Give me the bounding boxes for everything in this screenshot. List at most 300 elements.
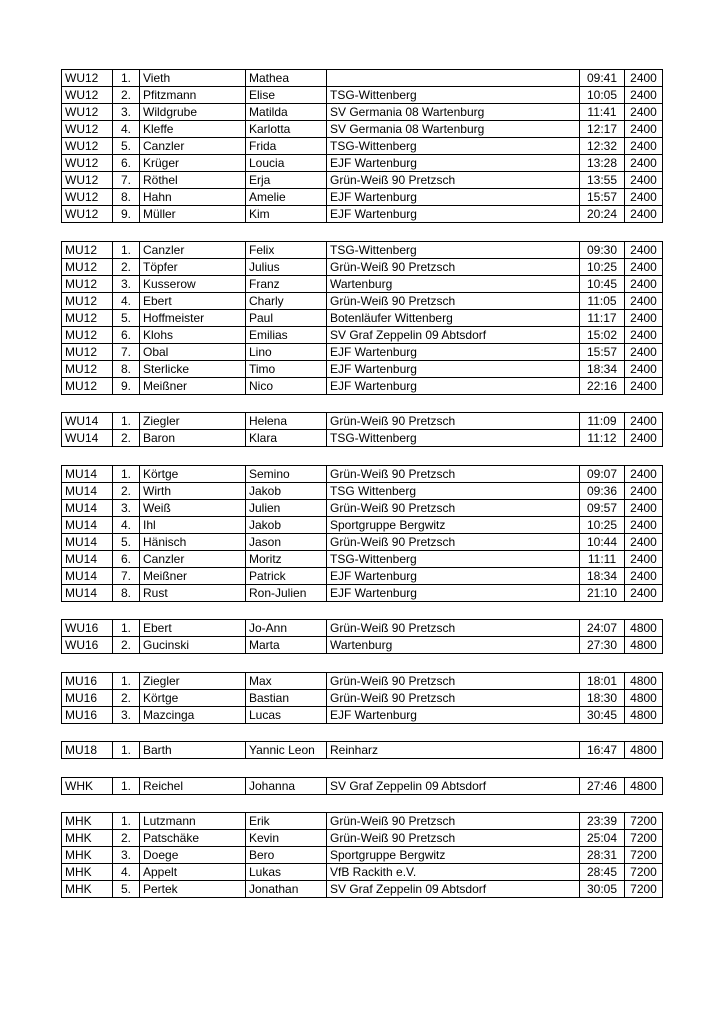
- table-row: [62, 584, 663, 601]
- distance-cell: 2400: [625, 309, 663, 326]
- distance-cell: 2400: [625, 465, 663, 482]
- table-row: [62, 533, 663, 550]
- time-cell: 30:05: [580, 881, 625, 898]
- time-cell: 25:04: [580, 830, 625, 847]
- distance-cell: 2400: [625, 516, 663, 533]
- last-name-cell: Lutzmann: [140, 813, 246, 830]
- results-table: [61, 741, 663, 759]
- time-cell: 13:55: [580, 172, 625, 189]
- last-name-cell: Wirth: [140, 482, 246, 499]
- rank-cell: 3.: [113, 847, 140, 864]
- rank-cell: 7.: [113, 343, 140, 360]
- time-cell: 11:05: [580, 292, 625, 309]
- distance-cell: 2400: [625, 70, 663, 87]
- last-name-cell: Töpfer: [140, 258, 246, 275]
- category-cell: WU12: [62, 206, 113, 223]
- distance-cell: 2400: [625, 533, 663, 550]
- table-row: [62, 830, 663, 847]
- club-cell: Grün-Weiß 90 Pretzsch: [327, 620, 580, 637]
- category-cell: MU12: [62, 241, 113, 258]
- last-name-cell: Vieth: [140, 70, 246, 87]
- rank-cell: 3.: [113, 275, 140, 292]
- first-name-cell: Kim: [246, 206, 327, 223]
- distance-cell: 2400: [625, 584, 663, 601]
- category-cell: MU14: [62, 584, 113, 601]
- rank-cell: 2.: [113, 689, 140, 706]
- club-cell: TSG Wittenberg: [327, 482, 580, 499]
- results-table: [61, 69, 663, 223]
- time-cell: 18:34: [580, 567, 625, 584]
- club-cell: Sportgruppe Bergwitz: [327, 847, 580, 864]
- table-row: [62, 637, 663, 654]
- table-row: [62, 881, 663, 898]
- last-name-cell: Appelt: [140, 864, 246, 881]
- first-name-cell: Elise: [246, 87, 327, 104]
- category-cell: MU12: [62, 258, 113, 275]
- results-table: [61, 777, 663, 795]
- table-row: [62, 672, 663, 689]
- last-name-cell: Ebert: [140, 620, 246, 637]
- club-cell: SV Germania 08 Wartenburg: [327, 104, 580, 121]
- rank-cell: 4.: [113, 864, 140, 881]
- rank-cell: 1.: [113, 465, 140, 482]
- club-cell: EJF Wartenburg: [327, 377, 580, 394]
- table-row: [62, 326, 663, 343]
- distance-cell: 7200: [625, 881, 663, 898]
- rank-cell: 5.: [113, 533, 140, 550]
- distance-cell: 2400: [625, 275, 663, 292]
- last-name-cell: Ziegler: [140, 413, 246, 430]
- club-cell: Sportgruppe Bergwitz: [327, 516, 580, 533]
- last-name-cell: Hahn: [140, 189, 246, 206]
- last-name-cell: Obal: [140, 343, 246, 360]
- results-document: [61, 69, 662, 916]
- first-name-cell: Paul: [246, 309, 327, 326]
- first-name-cell: Yannic Leon: [246, 742, 327, 759]
- category-cell: MU12: [62, 326, 113, 343]
- rank-cell: 2.: [113, 830, 140, 847]
- last-name-cell: Hänisch: [140, 533, 246, 550]
- time-cell: 10:45: [580, 275, 625, 292]
- first-name-cell: Bero: [246, 847, 327, 864]
- first-name-cell: Franz: [246, 275, 327, 292]
- distance-cell: 2400: [625, 206, 663, 223]
- time-cell: 11:11: [580, 550, 625, 567]
- last-name-cell: Canzler: [140, 241, 246, 258]
- club-cell: TSG-Wittenberg: [327, 241, 580, 258]
- rank-cell: 4.: [113, 516, 140, 533]
- last-name-cell: Röthel: [140, 172, 246, 189]
- table-row: [62, 777, 663, 794]
- category-cell: WU12: [62, 155, 113, 172]
- distance-cell: 2400: [625, 377, 663, 394]
- rank-cell: 1.: [113, 672, 140, 689]
- first-name-cell: Amelie: [246, 189, 327, 206]
- last-name-cell: Weiß: [140, 499, 246, 516]
- category-cell: MU12: [62, 275, 113, 292]
- table-row: [62, 87, 663, 104]
- club-cell: Grün-Weiß 90 Pretzsch: [327, 172, 580, 189]
- club-cell: EJF Wartenburg: [327, 343, 580, 360]
- last-name-cell: Pfitzmann: [140, 87, 246, 104]
- first-name-cell: Lino: [246, 343, 327, 360]
- last-name-cell: Krüger: [140, 155, 246, 172]
- rank-cell: 7.: [113, 567, 140, 584]
- category-cell: MHK: [62, 813, 113, 830]
- first-name-cell: Erja: [246, 172, 327, 189]
- time-cell: 10:25: [580, 258, 625, 275]
- last-name-cell: Kleffe: [140, 121, 246, 138]
- category-cell: WU12: [62, 104, 113, 121]
- last-name-cell: Reichel: [140, 777, 246, 794]
- table-row: [62, 104, 663, 121]
- first-name-cell: Erik: [246, 813, 327, 830]
- category-cell: MU18: [62, 742, 113, 759]
- distance-cell: 2400: [625, 155, 663, 172]
- club-cell: EJF Wartenburg: [327, 706, 580, 723]
- time-cell: 16:47: [580, 742, 625, 759]
- time-cell: 09:07: [580, 465, 625, 482]
- results-table: [61, 241, 663, 395]
- club-cell: SV Germania 08 Wartenburg: [327, 121, 580, 138]
- distance-cell: 2400: [625, 138, 663, 155]
- last-name-cell: Ihl: [140, 516, 246, 533]
- last-name-cell: Patschäke: [140, 830, 246, 847]
- first-name-cell: Lukas: [246, 864, 327, 881]
- table-row: [62, 121, 663, 138]
- table-row: [62, 138, 663, 155]
- first-name-cell: Jakob: [246, 516, 327, 533]
- rank-cell: 2.: [113, 87, 140, 104]
- club-cell: SV Graf Zeppelin 09 Abtsdorf: [327, 777, 580, 794]
- first-name-cell: Ron-Julien: [246, 584, 327, 601]
- last-name-cell: Pertek: [140, 881, 246, 898]
- table-row: [62, 742, 663, 759]
- first-name-cell: Jo-Ann: [246, 620, 327, 637]
- distance-cell: 4800: [625, 777, 663, 794]
- rank-cell: 8.: [113, 360, 140, 377]
- table-row: [62, 516, 663, 533]
- table-row: [62, 70, 663, 87]
- first-name-cell: Helena: [246, 413, 327, 430]
- club-cell: EJF Wartenburg: [327, 360, 580, 377]
- club-cell: EJF Wartenburg: [327, 206, 580, 223]
- distance-cell: 4800: [625, 637, 663, 654]
- results-table: [61, 812, 663, 898]
- distance-cell: 2400: [625, 87, 663, 104]
- table-row: [62, 813, 663, 830]
- rank-cell: 1.: [113, 742, 140, 759]
- time-cell: 09:30: [580, 241, 625, 258]
- time-cell: 10:44: [580, 533, 625, 550]
- rank-cell: 6.: [113, 326, 140, 343]
- club-cell: Grün-Weiß 90 Pretzsch: [327, 292, 580, 309]
- first-name-cell: Moritz: [246, 550, 327, 567]
- time-cell: 18:34: [580, 360, 625, 377]
- table-row: [62, 620, 663, 637]
- last-name-cell: Rust: [140, 584, 246, 601]
- category-cell: WU14: [62, 413, 113, 430]
- table-row: [62, 241, 663, 258]
- time-cell: 30:45: [580, 706, 625, 723]
- club-cell: SV Graf Zeppelin 09 Abtsdorf: [327, 881, 580, 898]
- category-cell: MU14: [62, 550, 113, 567]
- rank-cell: 5.: [113, 881, 140, 898]
- category-cell: MU14: [62, 465, 113, 482]
- time-cell: 18:30: [580, 689, 625, 706]
- category-cell: MU14: [62, 533, 113, 550]
- rank-cell: 1.: [113, 777, 140, 794]
- rank-cell: 3.: [113, 499, 140, 516]
- first-name-cell: Nico: [246, 377, 327, 394]
- first-name-cell: Loucia: [246, 155, 327, 172]
- rank-cell: 8.: [113, 189, 140, 206]
- rank-cell: 6.: [113, 550, 140, 567]
- time-cell: 18:01: [580, 672, 625, 689]
- time-cell: 11:12: [580, 430, 625, 447]
- last-name-cell: Meißner: [140, 377, 246, 394]
- category-cell: MU14: [62, 499, 113, 516]
- category-cell: MHK: [62, 881, 113, 898]
- first-name-cell: Klara: [246, 430, 327, 447]
- distance-cell: 2400: [625, 189, 663, 206]
- club-cell: Grün-Weiß 90 Pretzsch: [327, 533, 580, 550]
- distance-cell: 7200: [625, 847, 663, 864]
- category-cell: MU12: [62, 377, 113, 394]
- category-cell: MU14: [62, 482, 113, 499]
- rank-cell: 4.: [113, 292, 140, 309]
- club-cell: Grün-Weiß 90 Pretzsch: [327, 413, 580, 430]
- time-cell: 15:57: [580, 189, 625, 206]
- distance-cell: 2400: [625, 482, 663, 499]
- distance-cell: 2400: [625, 499, 663, 516]
- rank-cell: 9.: [113, 206, 140, 223]
- distance-cell: 2400: [625, 326, 663, 343]
- category-cell: WU12: [62, 138, 113, 155]
- table-row: [62, 465, 663, 482]
- table-row: [62, 189, 663, 206]
- club-cell: Grün-Weiß 90 Pretzsch: [327, 672, 580, 689]
- first-name-cell: Kevin: [246, 830, 327, 847]
- rank-cell: 1.: [113, 813, 140, 830]
- distance-cell: 2400: [625, 121, 663, 138]
- club-cell: VfB Rackith e.V.: [327, 864, 580, 881]
- first-name-cell: Patrick: [246, 567, 327, 584]
- club-cell: Grün-Weiß 90 Pretzsch: [327, 465, 580, 482]
- table-row: [62, 172, 663, 189]
- first-name-cell: Jason: [246, 533, 327, 550]
- category-cell: WU12: [62, 172, 113, 189]
- rank-cell: 2.: [113, 482, 140, 499]
- time-cell: 11:17: [580, 309, 625, 326]
- category-cell: WU12: [62, 70, 113, 87]
- distance-cell: 2400: [625, 430, 663, 447]
- table-row: [62, 206, 663, 223]
- first-name-cell: Mathea: [246, 70, 327, 87]
- last-name-cell: Körtge: [140, 689, 246, 706]
- last-name-cell: Canzler: [140, 550, 246, 567]
- category-cell: MU12: [62, 360, 113, 377]
- club-cell: TSG-Wittenberg: [327, 550, 580, 567]
- club-cell: SV Graf Zeppelin 09 Abtsdorf: [327, 326, 580, 343]
- category-cell: MU12: [62, 343, 113, 360]
- time-cell: 11:41: [580, 104, 625, 121]
- last-name-cell: Doege: [140, 847, 246, 864]
- club-cell: TSG-Wittenberg: [327, 87, 580, 104]
- category-cell: WU14: [62, 430, 113, 447]
- distance-cell: 2400: [625, 343, 663, 360]
- club-cell: Grün-Weiß 90 Pretzsch: [327, 830, 580, 847]
- category-cell: MU16: [62, 689, 113, 706]
- time-cell: 20:24: [580, 206, 625, 223]
- club-cell: Botenläufer Wittenberg: [327, 309, 580, 326]
- last-name-cell: Sterlicke: [140, 360, 246, 377]
- time-cell: 27:30: [580, 637, 625, 654]
- category-cell: MHK: [62, 830, 113, 847]
- table-row: [62, 689, 663, 706]
- time-cell: 15:02: [580, 326, 625, 343]
- last-name-cell: Ebert: [140, 292, 246, 309]
- last-name-cell: Mazcinga: [140, 706, 246, 723]
- category-cell: WU12: [62, 87, 113, 104]
- rank-cell: 6.: [113, 155, 140, 172]
- distance-cell: 2400: [625, 360, 663, 377]
- last-name-cell: Hoffmeister: [140, 309, 246, 326]
- last-name-cell: Kusserow: [140, 275, 246, 292]
- time-cell: 12:32: [580, 138, 625, 155]
- first-name-cell: Jakob: [246, 482, 327, 499]
- table-row: [62, 377, 663, 394]
- distance-cell: 2400: [625, 567, 663, 584]
- time-cell: 27:46: [580, 777, 625, 794]
- table-row: [62, 567, 663, 584]
- table-row: [62, 275, 663, 292]
- first-name-cell: Karlotta: [246, 121, 327, 138]
- table-row: [62, 482, 663, 499]
- category-cell: WU12: [62, 121, 113, 138]
- first-name-cell: Lucas: [246, 706, 327, 723]
- distance-cell: 2400: [625, 258, 663, 275]
- time-cell: 09:41: [580, 70, 625, 87]
- rank-cell: 2.: [113, 637, 140, 654]
- distance-cell: 2400: [625, 413, 663, 430]
- distance-cell: 7200: [625, 864, 663, 881]
- distance-cell: 2400: [625, 550, 663, 567]
- rank-cell: 9.: [113, 377, 140, 394]
- category-cell: MU14: [62, 567, 113, 584]
- table-row: [62, 864, 663, 881]
- club-cell: EJF Wartenburg: [327, 567, 580, 584]
- club-cell: EJF Wartenburg: [327, 584, 580, 601]
- table-row: [62, 343, 663, 360]
- category-cell: WU16: [62, 620, 113, 637]
- time-cell: 13:28: [580, 155, 625, 172]
- distance-cell: 4800: [625, 672, 663, 689]
- table-row: [62, 155, 663, 172]
- club-cell: Grün-Weiß 90 Pretzsch: [327, 813, 580, 830]
- rank-cell: 8.: [113, 584, 140, 601]
- club-cell: Grün-Weiß 90 Pretzsch: [327, 499, 580, 516]
- last-name-cell: Müller: [140, 206, 246, 223]
- distance-cell: 2400: [625, 241, 663, 258]
- first-name-cell: Matilda: [246, 104, 327, 121]
- rank-cell: 3.: [113, 706, 140, 723]
- distance-cell: 7200: [625, 830, 663, 847]
- table-row: [62, 258, 663, 275]
- rank-cell: 7.: [113, 172, 140, 189]
- category-cell: MHK: [62, 864, 113, 881]
- time-cell: 11:09: [580, 413, 625, 430]
- category-cell: MU14: [62, 516, 113, 533]
- time-cell: 28:45: [580, 864, 625, 881]
- last-name-cell: Canzler: [140, 138, 246, 155]
- table-row: [62, 550, 663, 567]
- club-cell: Grün-Weiß 90 Pretzsch: [327, 258, 580, 275]
- time-cell: 09:36: [580, 482, 625, 499]
- table-row: [62, 430, 663, 447]
- time-cell: 28:31: [580, 847, 625, 864]
- last-name-cell: Klohs: [140, 326, 246, 343]
- distance-cell: 4800: [625, 706, 663, 723]
- table-row: [62, 309, 663, 326]
- rank-cell: 1.: [113, 70, 140, 87]
- category-cell: WU12: [62, 189, 113, 206]
- first-name-cell: Charly: [246, 292, 327, 309]
- rank-cell: 2.: [113, 258, 140, 275]
- club-cell: [327, 70, 580, 87]
- rank-cell: 5.: [113, 309, 140, 326]
- time-cell: 10:25: [580, 516, 625, 533]
- table-row: [62, 292, 663, 309]
- table-row: [62, 847, 663, 864]
- first-name-cell: Max: [246, 672, 327, 689]
- results-table: [61, 619, 663, 654]
- club-cell: Wartenburg: [327, 637, 580, 654]
- results-table: [61, 412, 663, 447]
- rank-cell: 2.: [113, 430, 140, 447]
- time-cell: 10:05: [580, 87, 625, 104]
- category-cell: WU16: [62, 637, 113, 654]
- time-cell: 21:10: [580, 584, 625, 601]
- category-cell: WHK: [62, 777, 113, 794]
- club-cell: Reinharz: [327, 742, 580, 759]
- club-cell: TSG-Wittenberg: [327, 138, 580, 155]
- first-name-cell: Jonathan: [246, 881, 327, 898]
- distance-cell: 4800: [625, 742, 663, 759]
- first-name-cell: Frida: [246, 138, 327, 155]
- club-cell: EJF Wartenburg: [327, 155, 580, 172]
- time-cell: 15:57: [580, 343, 625, 360]
- first-name-cell: Bastian: [246, 689, 327, 706]
- rank-cell: 1.: [113, 241, 140, 258]
- time-cell: 09:57: [580, 499, 625, 516]
- rank-cell: 3.: [113, 104, 140, 121]
- club-cell: EJF Wartenburg: [327, 189, 580, 206]
- club-cell: Wartenburg: [327, 275, 580, 292]
- club-cell: Grün-Weiß 90 Pretzsch: [327, 689, 580, 706]
- last-name-cell: Ziegler: [140, 672, 246, 689]
- table-row: [62, 706, 663, 723]
- results-table: [61, 672, 663, 724]
- category-cell: MHK: [62, 847, 113, 864]
- category-cell: MU16: [62, 672, 113, 689]
- rank-cell: 4.: [113, 121, 140, 138]
- distance-cell: 2400: [625, 104, 663, 121]
- first-name-cell: Julius: [246, 258, 327, 275]
- first-name-cell: Marta: [246, 637, 327, 654]
- table-row: [62, 360, 663, 377]
- time-cell: 12:17: [580, 121, 625, 138]
